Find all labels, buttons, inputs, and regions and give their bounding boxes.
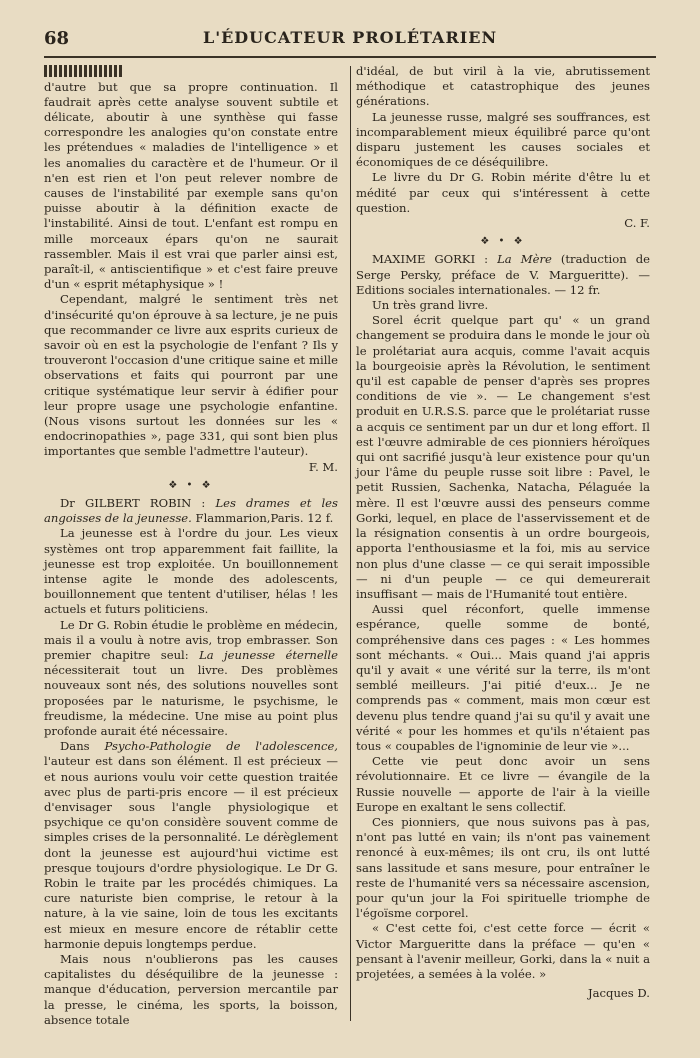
- paragraph: d'idéal, de but viril à la vie, abrutissement méthodique et catastrophique des jeunes générations.: [356, 64, 650, 109]
- paragraph: Cependant, malgré le sentiment très net d'insécurité qu'on éprouve à sa lecture, je ne puis que recommander ce livre aux esprits curieux de savoir où en est la psychologie de l'enfant ? Ils y trouveront l'occasion d'une critique saine et mille observations et faits qui pourront par une critique systématique leur servir à édifier pour leur propre usage une psychologie enfantine. (Nous visons surtout les données sur les « endocrinopathies », page 331, qui sont bien plus importantes que semble l'admettre l'auteur).: [44, 292, 338, 459]
- journal-title: L'ÉDUCATEUR PROLÉTARIEN: [202, 28, 498, 47]
- paragraph: Un très grand livre.: [372, 298, 489, 313]
- paragraph: [44, 618, 338, 740]
- paragraph: [44, 64, 338, 80]
- page-header: [44, 28, 656, 54]
- ornament-icon: [44, 65, 124, 77]
- review-heading: [44, 496, 338, 526]
- text: Dans: [60, 739, 90, 754]
- separator-icon: ❖ • ❖: [168, 479, 214, 491]
- review-author: Dr GILBERT ROBIN :: [60, 495, 206, 510]
- columns: [44, 64, 656, 1027]
- paragraph: La jeunesse est à l'ordre du jour. Les vieux systèmes ont trop apparemment fait faillite, la jeunesse est trop exploitée. Un bouillonnement intense agite le monde des adolescents, bouillonnement que tentent d'utiliser, hélas ! les actuels et futurs politiciens.: [44, 526, 338, 617]
- paragraph: Ces pionniers, que nous suivons pas à pas, n'ont pas lutté en vain; ils n'ont pas vainement renoncé à eux-mêmes; ils ont cru, ils ont lutté sans lassitude et sans mesure, pour entraîner le reste de l'humanité vers sa nécessaire ascension, pour qu'un jour la Foi spirituelle triomphe de l'égoïsme corporel.: [356, 814, 650, 921]
- text: Le Dr G. Robin étudie le problème en médecin, mais il a voulu à notre avis, trop embrasser. Son premier chapitre seul:: [44, 617, 338, 663]
- paragraph: [44, 739, 338, 952]
- header-rule: [44, 56, 656, 58]
- signature: C. F.: [624, 216, 650, 231]
- signature: F. M.: [308, 459, 338, 474]
- review-publisher: Flammarion,Paris. 12 f.: [195, 511, 334, 526]
- paragraph: Aussi quel réconfort, quelle immense espérance, quelle somme de bonté, compréhensive dans ces pages : « Les hommes sont méchants. « Oui... Mais quand j'ai appris qu'il y avait « une vérité sur la terre, ils m'ont semblé meilleurs. J'ai pitié d'eux... Je ne comprends pas « comment, mais mon cœur est devenu plus tendre quand j'ai su qu'il y avait une vérité « pour les hommes et qu'ils n'étaient pas tous « coupables de l'ignominie de leur vie »...: [356, 602, 650, 753]
- paragraph: La jeunesse russe, malgré ses souffrances, est incomparablement mieux équilibré parce qu'ont disparu justement les causes sociales et économiques de ce déséquilibre.: [356, 109, 650, 170]
- review-publisher: (traduction de Serge Persky, préface de V. Margueritte). — Editions sociales internationales. — 12 fr.: [356, 252, 650, 297]
- paragraph: Le livre du Dr G. Robin mérite d'être lu et médité par ceux qui s'intéressent à cette question.: [356, 170, 650, 215]
- review-heading: [356, 252, 650, 298]
- paragraph: d'autre but que sa propre continuation. Il faudrait après cette analyse souvent subtile et délicate, aboutir à une synthèse qui fasse correspondre les analogies qu'on constate entre les prétendues « maladies de l'intelligence » et les anomalies du caractère et de l'humeur. Or il n'en est rien et l'on peut relever nombre de causes de l'instabilité par exemple sans qu'on puisse aboutir à la définition exacte de l'instabilité. Ainsi de tout. L'enfant est rompu en mille morceaux épars qu'on ne saurait rassembler. Mais il est vrai que parler ainsi est, paraît-il, « antiscientifique » et c'est faire preuve d'un « esprit métaphysique » !: [44, 79, 338, 292]
- text: nécessiterait tout un livre. Des problèmes nouveaux sont nés, des solutions nouvelles sont proposées par le naturisme, le psychisme, le freudisme, la médecine. Une mise au point plus profonde aurait été nécessaire.: [44, 663, 338, 739]
- separator-icon: ❖ • ❖: [480, 236, 526, 248]
- page-number: 68: [44, 28, 70, 49]
- paragraph: « C'est cette foi, c'est cette force — écrit « Victor Margueritte dans la préface — qu'en « pensant à l'avenir meilleur, Gorki, dans la « nuit a projetées, a semées à la volée. »: [356, 921, 650, 981]
- right-column: [356, 64, 650, 1001]
- signature: Jacques D.: [587, 986, 650, 1001]
- italic-text: Psycho-Pathologie de l'adolescence,: [104, 739, 338, 754]
- paragraph: Sorel écrit quelque part qu' « un grand changement se produira dans le monde le jour où le prolétariat aura acquis, comme l'avait acquis la bourgeoisie après la Révolution, le sentiment qu'il est capable de penser d'après ses propres conditions de vie ». — Le changement s'est produit en U.R.S.S. parce que le prolétariat russe a acquis ce sentiment par un dur et long effort. Il est l'œuvre admirable de ces pionniers héroïques qui ont sacrifié jusqu'à leur existence pour qu'un jour l'âme du peuple russe soit libre : Pavel, le petit Russien, Sachenka, Natacha, Pélaguée la mère. Il est l'œuvre aussi des penseurs comme Gorki, lequel, en place de l'asservissement et de la résignation consentis à un ordre bourgeois, apporta l'enthousiasme et la foi, mis au service non plus d'une classe — ce qui serait impossible — ni d'un peuple — ce qui demeurerait insuffisant — mais de l'Humanité tout entière.: [356, 313, 650, 601]
- review-title: La Mère: [497, 252, 552, 267]
- review-author: MAXIME GORKI :: [372, 252, 489, 267]
- paragraph: Cette vie peut donc avoir un sens révolutionnaire. Et ce livre — évangile de la Russie nouvelle — apporte de l'air à la vieille Europe en exaltant le sens collectif.: [356, 754, 650, 814]
- italic-text: La jeunesse éternelle: [199, 648, 338, 663]
- text: l'auteur est dans son élément. Il est précieux — et nous aurions voulu voir cette question traitée avec plus de parti-pris encore — il est précieux d'envisager sous l'angle physiologique et psychique ce qu'on considère souvent comme de simples crises de la personnalité. Le dérèglement dont la jeunesse est aujourd'hui victime est presque toujours d'ordre physiologique. Le Dr G. Robin le traite par les procédés chimiques. La cure naturiste bien comprise, le retour à la nature, à la vie saine, loin de tous les excitants est mieux en mesure encore de rétablir cette harmonie depuis longtemps perdue.: [44, 754, 338, 951]
- left-column: [44, 64, 338, 1028]
- paragraph: Mais nous n'oublierons pas les causes capitalistes du déséquilibre de la jeunesse : manque d'éducation, perversion mercantile par la presse, le cinéma, les sports, la boisson, absence totale: [44, 952, 338, 1027]
- review-title: Les drames et les angoisses de la jeunesse.: [44, 495, 338, 526]
